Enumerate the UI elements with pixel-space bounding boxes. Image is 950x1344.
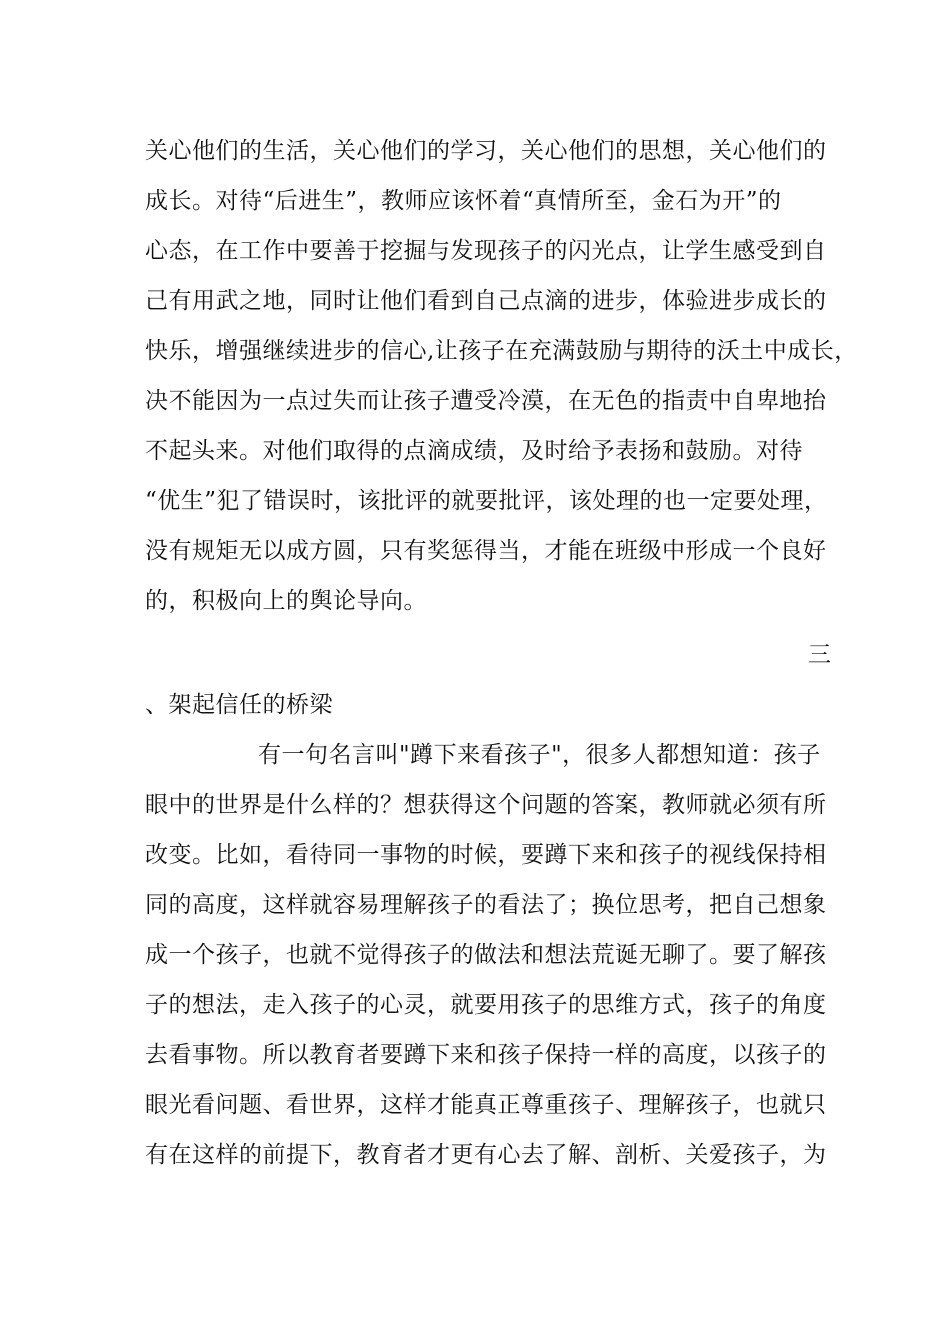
text-line: 心态，在工作中要善于挖掘与发现孩子的闪光点，让学生感受到自 xyxy=(145,238,827,264)
text-line: 的，积极向上的舆论导向。 xyxy=(145,588,427,614)
text-line: “优生”犯了错误时，该批评的就要批评，该处理的也一定要处理， xyxy=(145,488,828,514)
text-line: 有一句名言叫"蹲下来看孩子"，很多人都想知道：孩子 xyxy=(258,742,821,768)
text-line: 子的想法，走入孩子的心灵，就要用孩子的思维方式，孩子的角度 xyxy=(145,992,827,1018)
text-line: 改变。比如，看待同一事物的时候，要蹲下来和孩子的视线保持相 xyxy=(145,842,827,868)
text-line: 成长。对待“后进生”，教师应该怀着“真情所至，金石为开”的 xyxy=(145,188,782,214)
section-numeral: 三 xyxy=(808,642,831,668)
text-line: 快乐，增强继续进步的信心,让孩子在充满鼓励与期待的沃土中成长， xyxy=(145,338,858,364)
text-line: 成一个孩子，也就不觉得孩子的做法和想法荒诞无聊了。要了解孩 xyxy=(145,942,827,968)
text-line: 不起头来。对他们取得的点滴成绩，及时给予表扬和鼓励。对待 xyxy=(145,438,803,464)
text-line: 同的高度，这样就容易理解孩子的看法了；换位思考，把自己想象 xyxy=(145,892,827,918)
text-line: 眼中的世界是什么样的？想获得这个问题的答案，教师就必须有所 xyxy=(145,792,827,818)
text-line: 眼光看问题、看世界，这样才能真正尊重孩子、理解孩子，也就只 xyxy=(145,1092,827,1118)
text-line: 关心他们的生活，关心他们的学习，关心他们的思想，关心他们的 xyxy=(145,138,827,164)
text-line: 去看事物。所以教育者要蹲下来和孩子保持一样的高度，以孩子的 xyxy=(145,1042,827,1068)
text-line: 没有规矩无以成方圆，只有奖惩得当，才能在班级中形成一个良好 xyxy=(145,538,827,564)
section-title: 、架起信任的桥梁 xyxy=(145,692,333,718)
text-line: 决不能因为一点过失而让孩子遭受冷漠，在无色的指责中自卑地抬 xyxy=(145,388,827,414)
text-line: 有在这样的前提下，教育者才更有心去了解、剖析、关爱孩子，为 xyxy=(145,1142,827,1168)
text-line: 己有用武之地，同时让他们看到自己点滴的进步，体验进步成长的 xyxy=(145,288,827,314)
